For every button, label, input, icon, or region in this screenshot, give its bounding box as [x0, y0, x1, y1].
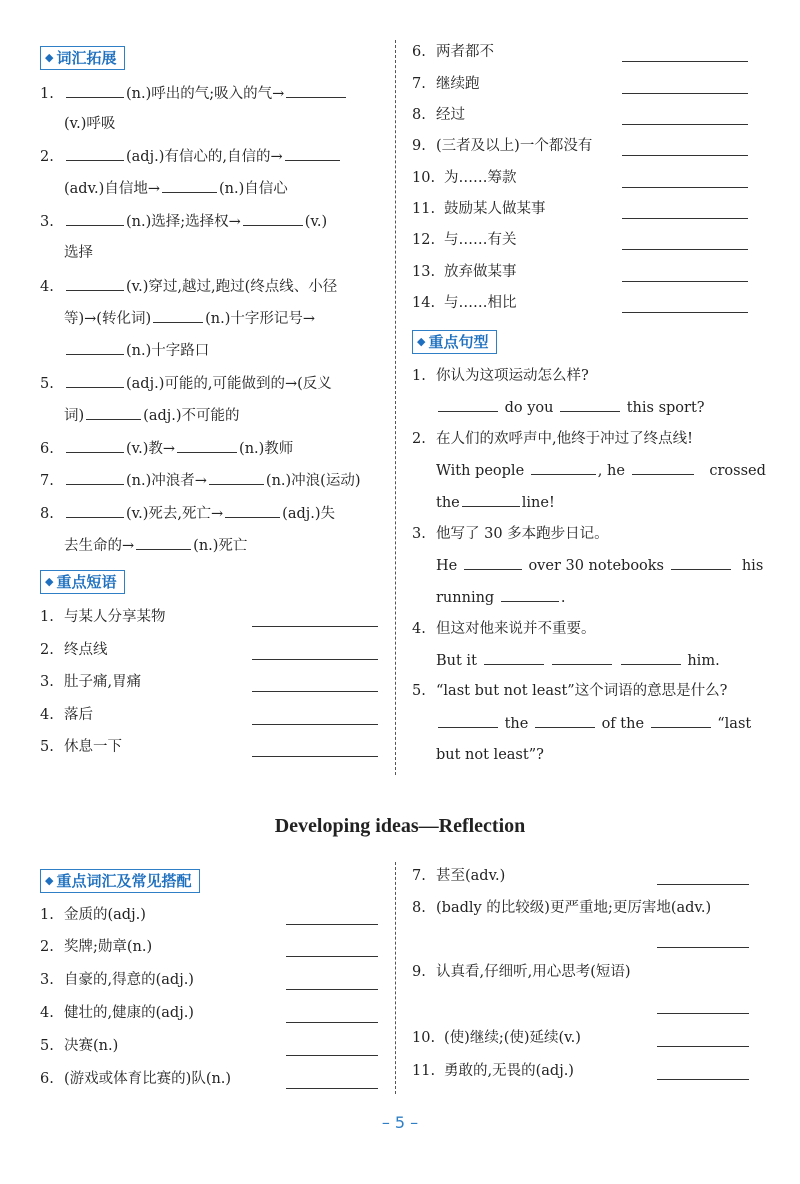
- vocab-item: 4. (v.)穿过,越过,跑过(终点线、小径: [40, 276, 337, 297]
- phrase-item: 1. 与某人分享某物: [40, 609, 166, 625]
- answer-line[interactable]: [622, 218, 748, 219]
- answer-line[interactable]: [286, 1022, 378, 1023]
- phrase-header: ◆ 重点短语: [40, 570, 125, 594]
- diamond-icon: ◆: [417, 335, 426, 348]
- sentence-item: 3. 他写了 30 多本跑步日记。: [412, 526, 609, 542]
- bottom-item: 9. 认真看,仔细听,用心思考(短语): [412, 964, 631, 980]
- answer-line[interactable]: [622, 124, 748, 125]
- diamond-icon: ◆: [45, 575, 54, 588]
- answer-line[interactable]: [286, 1088, 378, 1089]
- phrase-item: 13. 放弃做某事: [412, 264, 517, 280]
- answer-line[interactable]: [252, 659, 378, 660]
- bottom-item: 10. (使)继续;(使)延续(v.): [412, 1030, 581, 1046]
- phrase-item: 3. 肚子痛,胃痛: [40, 674, 142, 690]
- answer-line[interactable]: [252, 756, 378, 757]
- answer-line[interactable]: [657, 947, 749, 948]
- bottom-item: 11. 勇敢的,无畏的(adj.): [412, 1063, 574, 1079]
- phrase-item: 12. 与……有关: [412, 232, 517, 248]
- sentence-item: 5. “last but not least”这个词语的意思是什么?: [412, 683, 728, 699]
- phrase-item: 8. 经过: [412, 107, 465, 123]
- section-title: Developing ideas—Reflection: [274, 815, 526, 837]
- sentence-header: ◆ 重点句型: [412, 330, 497, 354]
- bottom-item: 4. 健壮的,健康的(adj.): [40, 1005, 194, 1021]
- answer-line[interactable]: [286, 956, 378, 957]
- column-divider-bottom: [395, 862, 396, 1094]
- answer-line[interactable]: [622, 312, 748, 313]
- answer-line[interactable]: [657, 884, 749, 885]
- answer-line[interactable]: [622, 249, 748, 250]
- page-number: – 5 –: [381, 1113, 419, 1132]
- answer-line[interactable]: [286, 1055, 378, 1056]
- diamond-icon: ◆: [45, 874, 54, 887]
- answer-line[interactable]: [657, 1013, 749, 1014]
- answer-line[interactable]: [622, 93, 748, 94]
- bottom-item: 3. 自豪的,得意的(adj.): [40, 972, 194, 988]
- phrase-item: 4. 落后: [40, 707, 93, 723]
- sentence-item: 1. 你认为这项运动怎么样?: [412, 368, 589, 384]
- vocab-item: 7. (n.)冲浪者→ (n.)冲浪(运动): [40, 470, 361, 491]
- answer-line[interactable]: [622, 155, 748, 156]
- answer-line[interactable]: [622, 281, 748, 282]
- diamond-icon: ◆: [45, 51, 54, 64]
- vocab-item: 5. (adj.)可能的,可能做到的→(反义: [40, 373, 332, 394]
- vocab-item: 3. (n.)选择;选择权→ (v.): [40, 211, 327, 232]
- phrase-item: 5. 休息一下: [40, 739, 122, 755]
- vocab-header: ◆ 词汇拓展: [40, 46, 125, 70]
- vocab-item: 1. (n.)呼出的气;吸入的气→: [40, 83, 348, 104]
- bottom-item: 5. 决赛(n.): [40, 1038, 119, 1054]
- vocab-item: 6. (v.)教→ (n.)教师: [40, 438, 293, 459]
- phrase-item: 6. 两者都不: [412, 44, 494, 60]
- phrase-item: 10. 为……筹款: [412, 170, 517, 186]
- bottom-item: 6. (游戏或体育比赛的)队(n.): [40, 1071, 232, 1087]
- workbook-page: ◆ 词汇拓展 1. (n.)呼出的气;吸入的气→ (v.)呼吸 2. (adj.)有信心的,自信的→ (adv.)自信地→ (n.)自信心 3. (n.)选择;选择权→ (v.) 选择 4. (v.)穿过,越过,跑过(终点线、小径 等)→(转化词) (n.)十字形记号→ (n.)十字路口 5. (adj.)可能的,可能做到的→(反义 词) (adj.)不可能的 6. (v.)教→ (n.)教师 7. (n.)冲浪者→ (n.)冲浪(运动) 8. (v.)死去,死亡→ (adj.)失 去生命的→ (n.)死亡 ◆ 重点短语 1. 与某人分享某物 2. 终点线 3. 肚子痛,胃痛 4. 落后 5. 休息一下 6. 两者都不 7. 继续跑 8. 经过 9. (三者及以上)一个都没有 10. 为……筹款 11. 鼓励某人做某事 12. 与……有关 13. 放弃做某事 14. 与……相比 ◆ 重点句型 1. 你认为这项运动怎么样? do you this sport? 2. 在人们的欢呼声中,他终于冲过了终点线! With people , he crossed the line! 3. 他写了 30 多本跑步日记。 He over 30 notebooks his running . 4. 但这对他来说并不重要。 But it him. 5. “last but not least”这个词语的意思是什么? the of the “last but not least”? Developing ideas—Reflection ◆ 重点词汇及常见搭配 1. 金质的(adj.) 2. 奖牌;勋章(n.) 3. 自豪的,得意的(adj.) 4. 健壮的,健康的(adj.) 5. 决赛(n.) 6. (游戏或体育比赛的)队(n.) 7. 甚至(adv.) 8. (badly 的比较级)更严重地;更厉害地(adv.) 9. 认真看,仔细听,用心思考(短语) 10. (使)继续;(使)延续(v.) 11. 勇敢的,无畏的(adj.) – 5 –: [0, 0, 800, 1184]
- vocab-item: 8. (v.)死去,死亡→ (adj.)失: [40, 503, 335, 524]
- vocab-item: 2. (adj.)有信心的,自信的→: [40, 146, 342, 167]
- answer-line[interactable]: [657, 1046, 749, 1047]
- bottom-item: 7. 甚至(adv.): [412, 868, 506, 884]
- phrase-item: 11. 鼓励某人做某事: [412, 201, 546, 217]
- answer-line[interactable]: [657, 1079, 749, 1080]
- answer-line[interactable]: [286, 924, 378, 925]
- answer-line[interactable]: [252, 724, 378, 725]
- bottom-item: 8. (badly 的比较级)更严重地;更厉害地(adv.): [412, 900, 712, 916]
- phrase-item: 2. 终点线: [40, 642, 108, 658]
- answer-line[interactable]: [252, 626, 378, 627]
- phrase-item: 14. 与……相比: [412, 295, 517, 311]
- sentence-item: 4. 但这对他来说并不重要。: [412, 621, 596, 637]
- column-divider: [395, 40, 396, 775]
- answer-line[interactable]: [286, 989, 378, 990]
- answer-line[interactable]: [622, 61, 748, 62]
- bottom-item: 2. 奖牌;勋章(n.): [40, 939, 153, 955]
- sentence-item: 2. 在人们的欢呼声中,他终于冲过了终点线!: [412, 431, 693, 447]
- phrase-item: 7. 继续跑: [412, 76, 480, 92]
- answer-line[interactable]: [252, 691, 378, 692]
- phrase-item: 9. (三者及以上)一个都没有: [412, 138, 593, 154]
- bottom-vocab-header: ◆ 重点词汇及常见搭配: [40, 869, 200, 893]
- bottom-item: 1. 金质的(adj.): [40, 907, 146, 923]
- answer-line[interactable]: [622, 187, 748, 188]
